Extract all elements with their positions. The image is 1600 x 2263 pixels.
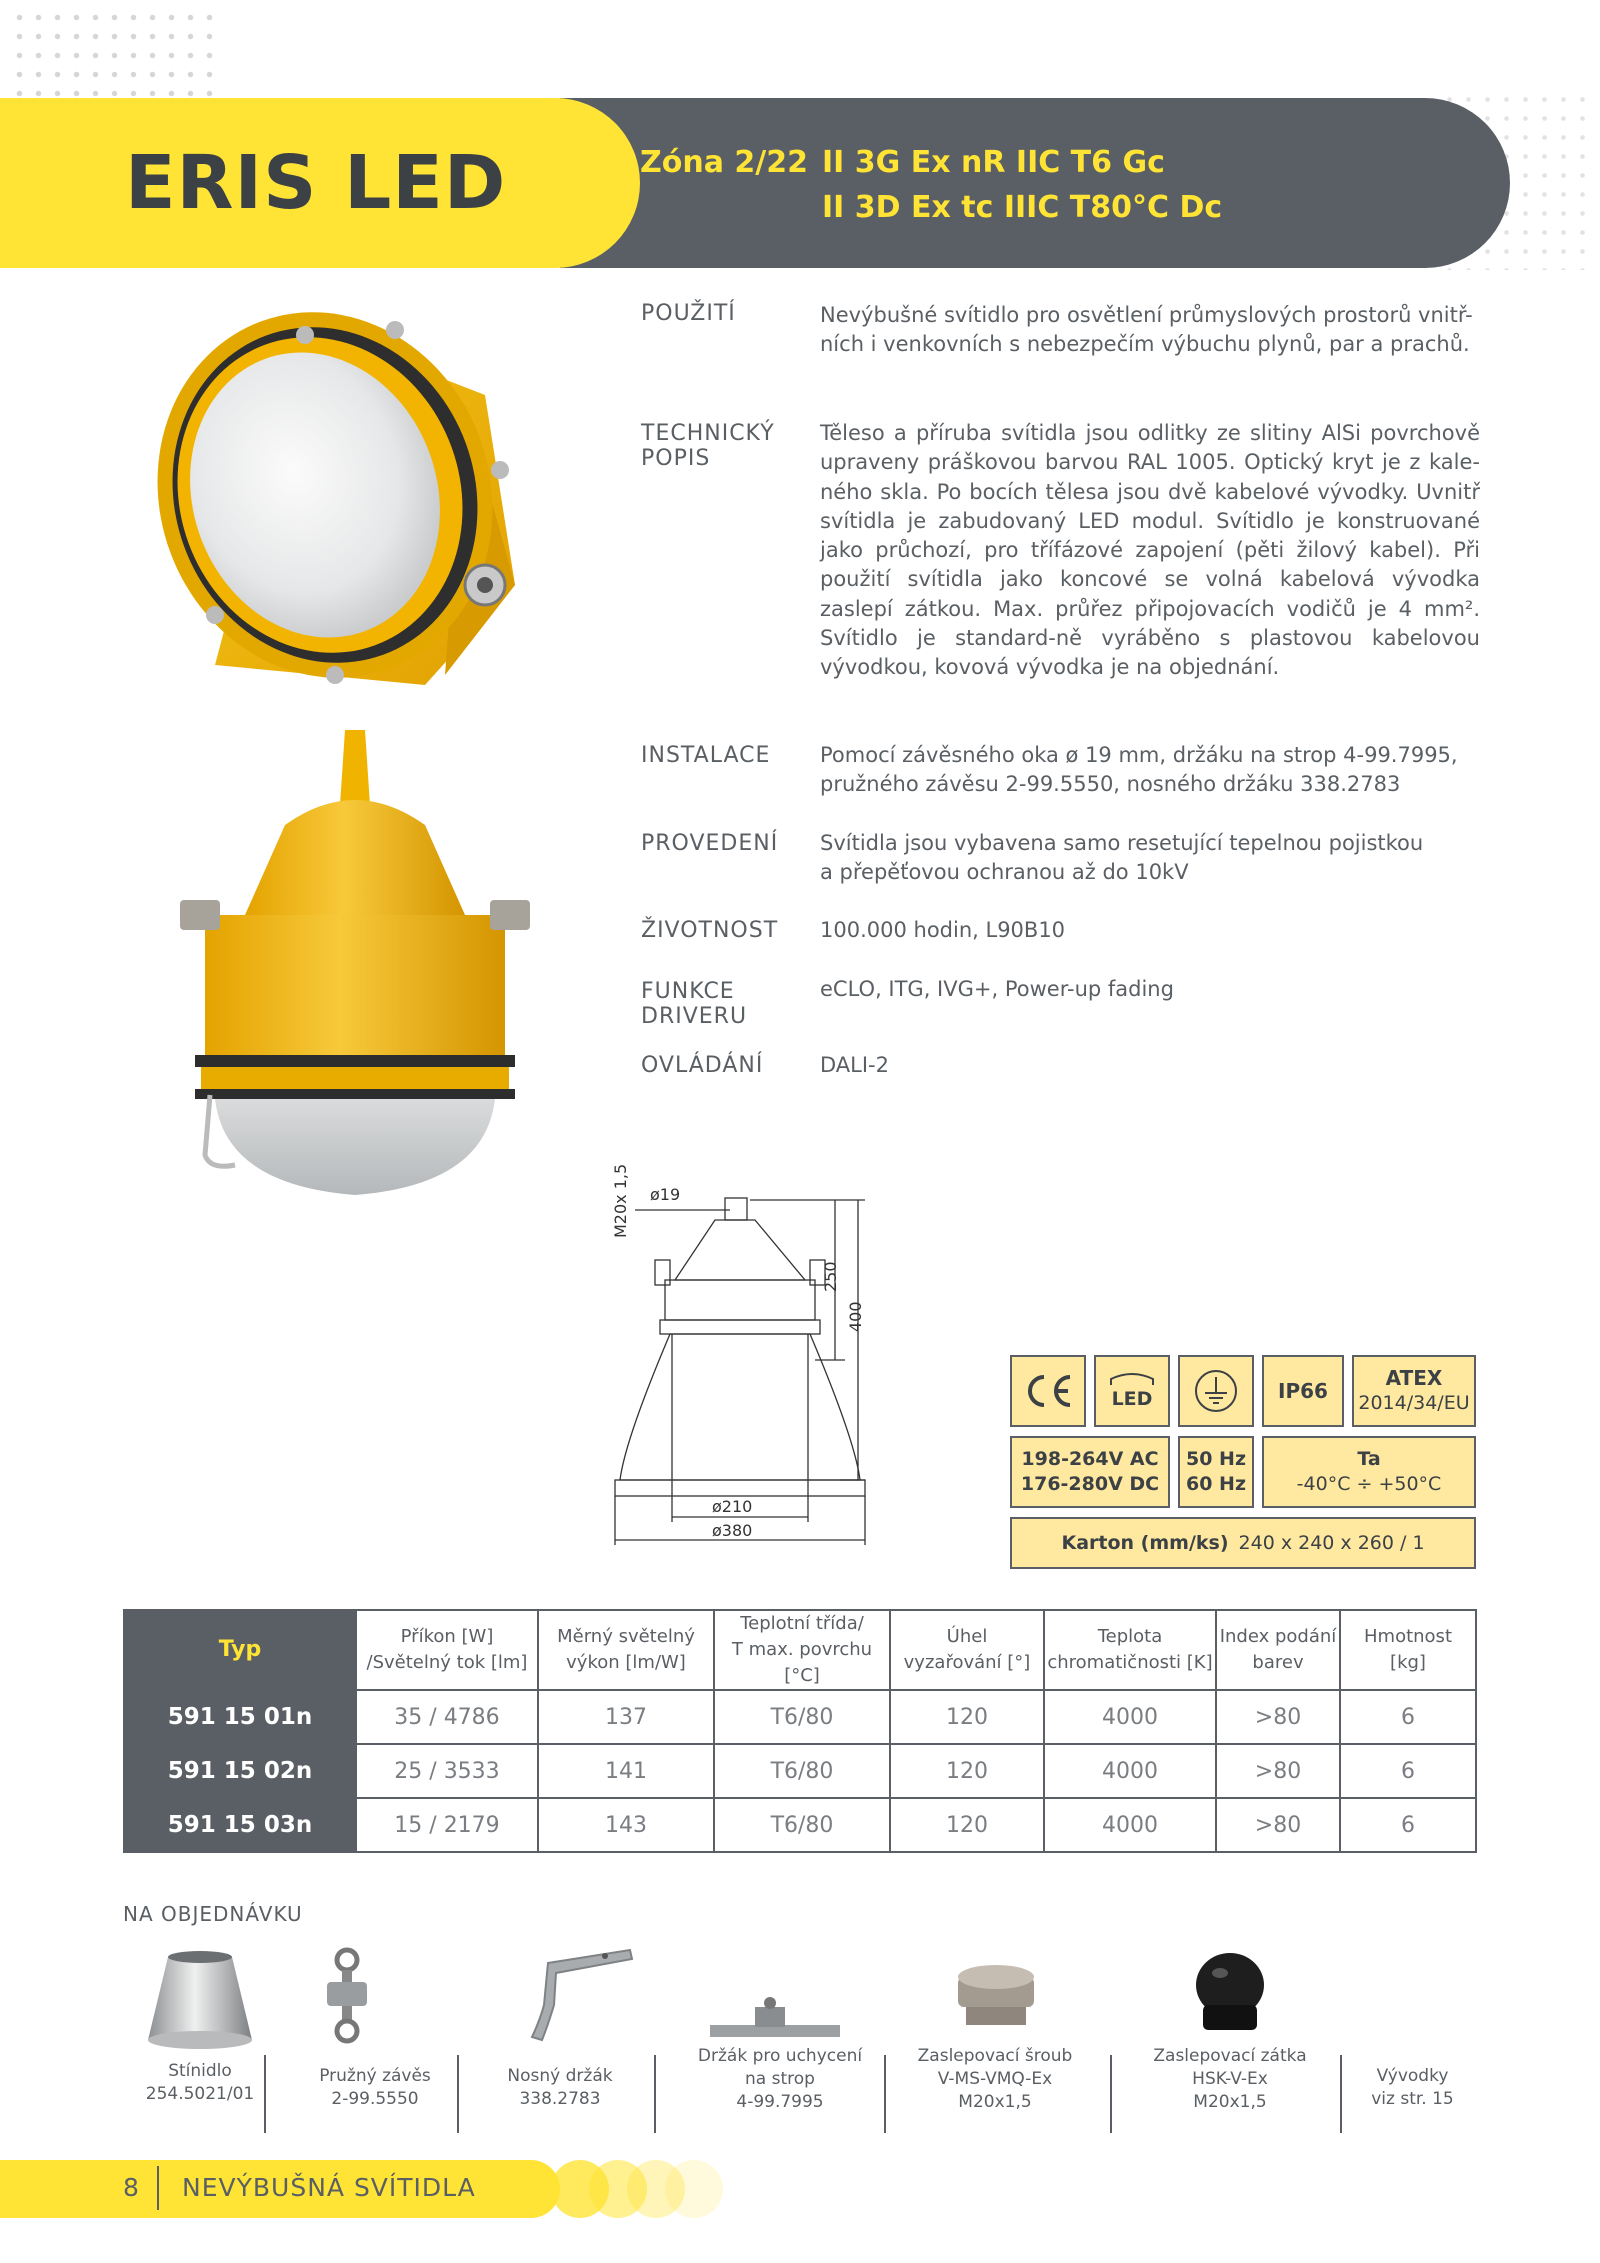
dim-thread: M20x 1,5: [611, 1163, 630, 1238]
ip-rating: IP66: [1262, 1355, 1344, 1427]
product-photo-front: [155, 285, 575, 725]
table-cell: 15 / 2179: [356, 1798, 538, 1852]
spec-value-version: Svítidla jsou vybavena samo resetující tepelnou pojistkou a přepěťovou ochranou až do 10kV: [820, 831, 1424, 885]
accessory-code: HSK-V-Ex: [1192, 2069, 1268, 2089]
accessory-name: na strop: [745, 2069, 815, 2089]
decorative-dots: [10, 8, 220, 98]
frequency-badge: 50 Hz 60 Hz: [1178, 1436, 1254, 1508]
accessory-name: Nosný držák: [507, 2066, 613, 2086]
accessory-name: Držák pro uchycení: [697, 2046, 863, 2066]
accessory-spring-hanger: [295, 1945, 455, 2140]
accessory-code: 254.5021/01: [145, 2084, 255, 2104]
blind-plug-icon: [1135, 1945, 1325, 2055]
table-cell: T6/80: [714, 1690, 890, 1744]
divider: [457, 2055, 459, 2133]
spring-hanger-icon: [295, 1945, 455, 2055]
table-header: Měrný světelný výkon [lm/W]: [538, 1610, 714, 1690]
dimension-drawing: [590, 1150, 940, 1570]
spec-label-lifetime: ŽIVOTNOST: [641, 918, 779, 943]
spec-label-technical: TECHNICKÝ POPIS: [641, 421, 775, 471]
table-row: [124, 1798, 1476, 1852]
spec-label-installation: INSTALACE: [641, 743, 771, 768]
table-cell: T6/80: [714, 1744, 890, 1798]
table-header: Hmotnost [kg]: [1340, 1610, 1476, 1690]
header-band: [560, 98, 1510, 268]
table-row: [124, 1690, 1476, 1744]
table-cell: 6: [1340, 1798, 1476, 1852]
accessory-blind-plug: [1135, 1945, 1325, 2140]
accessories-title: NA OBJEDNÁVKU: [123, 1902, 303, 1926]
page-number: 8: [123, 2173, 139, 2202]
earth-ground-icon: [1192, 1367, 1240, 1415]
table-cell: 6: [1340, 1690, 1476, 1744]
divider: [1110, 2055, 1112, 2133]
table-cell: 4000: [1044, 1798, 1216, 1852]
accessory-blind-screw: [900, 1945, 1090, 2140]
divider: [1340, 2055, 1342, 2133]
accessory-name: Zaslepovací šroub: [917, 2046, 1073, 2066]
divider: [654, 2055, 656, 2133]
earth-mark: [1178, 1355, 1254, 1427]
dim-eye: ø19: [650, 1185, 681, 1204]
table-header: Index podání barev: [1216, 1610, 1340, 1690]
table-cell: >80: [1216, 1798, 1340, 1852]
bracket-icon: [480, 1945, 640, 2055]
table-cell: 120: [890, 1798, 1044, 1852]
accessory-name: Zaslepovací zátka: [1153, 2046, 1307, 2066]
table-cell: 4000: [1044, 1744, 1216, 1798]
product-table: [123, 1609, 1477, 1853]
ceiling-holder-icon: [680, 1945, 880, 2055]
spec-value-lifetime: 100.000 hodin, L90B10: [820, 918, 1066, 942]
atex-marking: II 3G Ex nR IIC T6 Gc: [822, 145, 1165, 180]
accessory-code: 4-99.7995: [736, 2092, 824, 2112]
divider: [884, 2055, 886, 2133]
product-code: 591 15 03n: [124, 1798, 356, 1852]
ce-mark: [1010, 1355, 1086, 1427]
atex-badge: ATEX 2014/34/EU: [1352, 1355, 1476, 1427]
table-cell: 120: [890, 1744, 1044, 1798]
spec-label-version: PROVEDENÍ: [641, 831, 779, 856]
shade-icon: [120, 1945, 280, 2055]
spec-label-control: OVLÁDÁNÍ: [641, 1053, 764, 1078]
table-cell: T6/80: [714, 1798, 890, 1852]
spec-value-installation: Pomocí závěsného oka ø 19 mm, držáku na strop 4-99.7995, pružného závěsu 2-99.5550, nosného držáku 338.2783: [820, 743, 1458, 797]
table-cell: 25 / 3533: [356, 1744, 538, 1798]
table-cell: 120: [890, 1690, 1044, 1744]
product-title: ERIS LED: [125, 140, 507, 226]
table-header: Typ: [124, 1610, 356, 1690]
dim-height-total: 400: [846, 1301, 865, 1332]
table-cell: >80: [1216, 1744, 1340, 1798]
table-cell: 137: [538, 1690, 714, 1744]
table-cell: 6: [1340, 1744, 1476, 1798]
table-cell: 141: [538, 1744, 714, 1798]
ce-icon: [1020, 1371, 1076, 1411]
accessory-name: Pružný závěs: [319, 2066, 431, 2086]
footer-decoration: [540, 2160, 740, 2218]
accessory-shade: [120, 1945, 280, 2140]
spec-label-use: POUŽITÍ: [641, 301, 736, 326]
voltage-badge: 198-264V AC 176-280V DC: [1010, 1436, 1170, 1508]
spec-value-control: DALI-2: [820, 1053, 889, 1077]
table-header: Úhel vyzařování [°]: [890, 1610, 1044, 1690]
table-header-row: [124, 1610, 1476, 1690]
accessory-ceiling-holder: [680, 1945, 880, 2140]
packaging-badge: Karton (mm/ks) 240 x 240 x 260 / 1: [1010, 1517, 1476, 1569]
ambient-temp-badge: Ta -40°C ÷ +50°C: [1262, 1436, 1476, 1508]
product-code: 591 15 02n: [124, 1744, 356, 1798]
blind-screw-icon: [900, 1945, 1090, 2055]
spec-value-driver: eCLO, ITG, IVG+, Power-up fading: [820, 977, 1174, 1001]
accessory-code: M20x1,5: [1193, 2092, 1267, 2112]
accessory-code: 2-99.5550: [331, 2089, 419, 2109]
table-cell: 4000: [1044, 1690, 1216, 1744]
table-row: [124, 1744, 1476, 1798]
accessory-code: 338.2783: [519, 2089, 601, 2109]
accessory-code: viz str. 15: [1371, 2089, 1454, 2109]
accessory-name: Vývodky: [1376, 2066, 1449, 2086]
table-cell: 143: [538, 1798, 714, 1852]
accessory-code: M20x1,5: [958, 2092, 1032, 2112]
led-icon: [1107, 1371, 1157, 1387]
table-cell: 35 / 4786: [356, 1690, 538, 1744]
divider: [157, 2166, 159, 2210]
dim-height-body: 250: [821, 1261, 840, 1292]
accessory-glands: [1345, 1945, 1480, 2140]
zone-label: Zóna 2/22: [640, 145, 808, 180]
table-header: Příkon [W] /Světelný tok [lm]: [356, 1610, 538, 1690]
spec-value-technical: Těleso a příruba svítidla jsou odlitky ze slitiny AlSi povrchově upraveny práškovou barvou RAL 1005. Optický kryt je z kale-ného skla. Po bocích tělesa jsou dvě kabelové vývodky. Uvnitř svítidla je zabudovaný LED modul. Svítidlo je konstruované jako průchozí, pro třífázové zapojení (pěti žilový kabel). Při použití svítidla jako koncové se volná kabelová vývodka zaslepí zátkou. Max. průřez připojovacích vodičů je 4 mm². Svítidlo je standard-ně vyráběno s plastovou kabelovou vývodkou, kovová vývodka je na objednání.: [820, 421, 1480, 680]
table-header: Teplota chromatičnosti [K]: [1044, 1610, 1216, 1690]
accessory-bracket: [480, 1945, 640, 2140]
dim-glass: ø210: [712, 1497, 753, 1516]
table-header: Teplotní třída/ T max. povrchu [°C]: [714, 1610, 890, 1690]
product-code: 591 15 01n: [124, 1690, 356, 1744]
divider: [264, 2055, 266, 2133]
led-badge: LED: [1094, 1355, 1170, 1427]
dim-total: ø380: [712, 1521, 753, 1540]
atex-marking: II 3D Ex tc IIIC T80°C Dc: [822, 190, 1223, 225]
accessory-name: Stínidlo: [168, 2061, 232, 2081]
product-photo-side: [165, 725, 545, 1200]
spec-value-use: Nevýbušné svítidlo pro osvětlení průmyslových prostorů vnitř- ních i venkovních s nebezpečím výbuchu plynů, par a prachů.: [820, 303, 1473, 357]
section-name: NEVÝBUŠNÁ SVÍTIDLA: [182, 2173, 476, 2202]
table-cell: >80: [1216, 1690, 1340, 1744]
accessory-code: V-MS-VMQ-Ex: [937, 2069, 1053, 2089]
spec-label-driver: FUNKCE DRIVERU: [641, 979, 748, 1029]
